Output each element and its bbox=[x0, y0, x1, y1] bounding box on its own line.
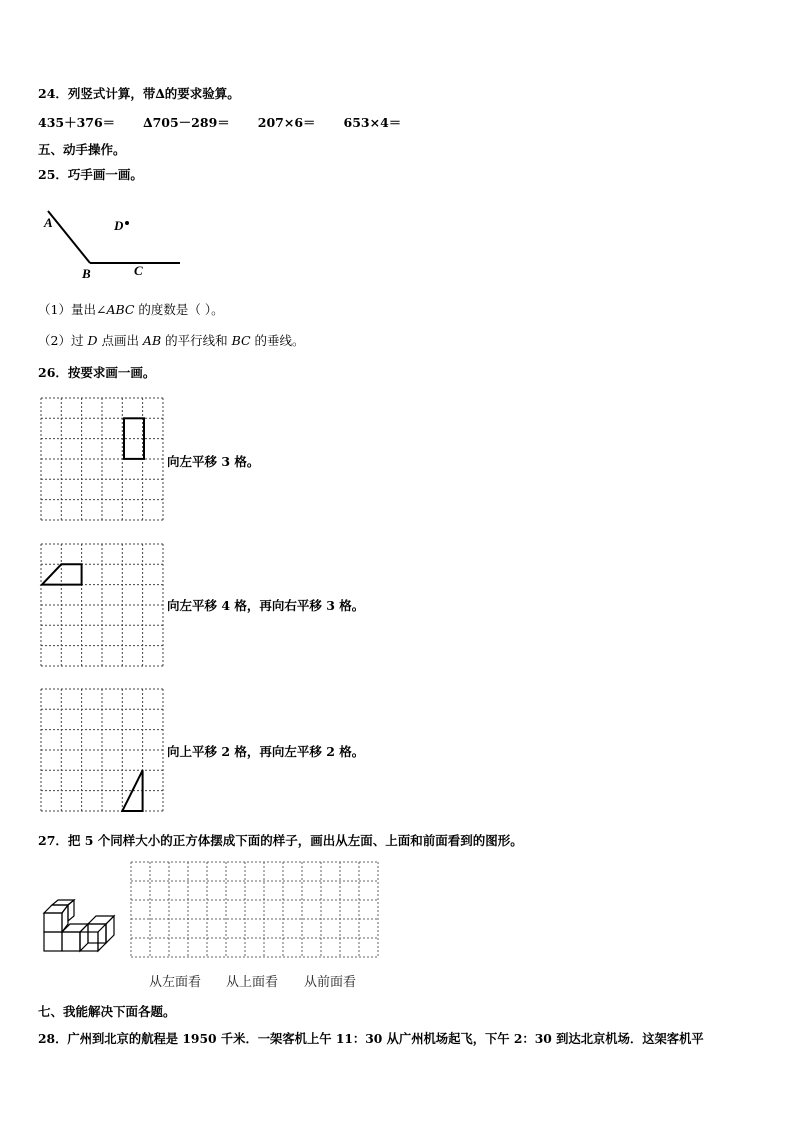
q25-sub1-angle: ABC bbox=[106, 302, 135, 317]
q27-title: 27．把 5 个同样大小的正方体摆成下面的样子，画出从左面、上面和前面看到的图形。 bbox=[38, 833, 523, 848]
grid-3 bbox=[41, 689, 165, 813]
q25-sub2-suffix: 的垂线。 bbox=[250, 333, 305, 348]
q26-title: 26．按要求画一画。 bbox=[38, 365, 156, 380]
grid-3-instruction: 向上平移 2 格，再向左平移 2 格。 bbox=[167, 744, 365, 759]
section-5-heading: 五、动手操作。 bbox=[38, 142, 126, 157]
grid-1 bbox=[41, 398, 165, 522]
q25-sub2 bbox=[38, 333, 305, 349]
q25-sub2-ab: AB bbox=[142, 333, 162, 348]
calc-item-3: 207×6＝ bbox=[257, 115, 316, 130]
ray-ba bbox=[48, 211, 90, 263]
q28-title: 28．广州到北京的航程是 1950 千米．一架客机上午 11：30 从广州机场起飞，下午 2：30 到达北京机场．这架客机平 bbox=[38, 1031, 704, 1046]
q25-sub2-bc: BC bbox=[231, 333, 251, 348]
section-7-heading: 七、我能解决下面各题。 bbox=[38, 1004, 176, 1019]
q25-sub2-prefix: （2）过 bbox=[38, 333, 88, 348]
q25-sub1 bbox=[38, 302, 224, 318]
caption-left-view: 从左面看 bbox=[149, 975, 202, 990]
q25-sub2-d: D bbox=[87, 333, 98, 348]
q24-title: 24．列竖式计算，带∆的要求验算。 bbox=[38, 86, 240, 101]
q24-calc-row bbox=[38, 115, 425, 131]
view-drawing-grid bbox=[131, 862, 381, 958]
label-c: C bbox=[134, 263, 143, 278]
calc-item-1: 435＋376＝ bbox=[38, 115, 116, 130]
point-d bbox=[125, 221, 129, 225]
q25-sub1-suffix: 的度数是（ ）。 bbox=[134, 302, 224, 317]
q25-title: 25．巧手画一画。 bbox=[38, 167, 143, 182]
calc-item-2: ∆705－289＝ bbox=[143, 115, 230, 130]
caption-top-view: 从上面看 bbox=[226, 975, 279, 990]
q25-sub2-mid2: 的平行线和 bbox=[161, 333, 232, 348]
label-a: A bbox=[44, 215, 53, 230]
grid-1-instruction: 向左平移 3 格。 bbox=[167, 454, 260, 469]
label-b: B bbox=[82, 266, 91, 281]
grid-2-instruction: 向左平移 4 格，再向右平移 3 格。 bbox=[167, 598, 365, 613]
grid-2 bbox=[41, 544, 165, 668]
q25-sub1-prefix: （1）量出∠ bbox=[38, 302, 107, 317]
cube-stack-figure bbox=[43, 900, 133, 960]
angle-abc-figure bbox=[38, 203, 198, 283]
q25-sub2-mid1: 点画出 bbox=[97, 333, 143, 348]
label-d: D bbox=[114, 218, 124, 233]
calc-item-4: 653×4＝ bbox=[343, 115, 402, 130]
caption-front-view: 从前面看 bbox=[304, 975, 357, 990]
